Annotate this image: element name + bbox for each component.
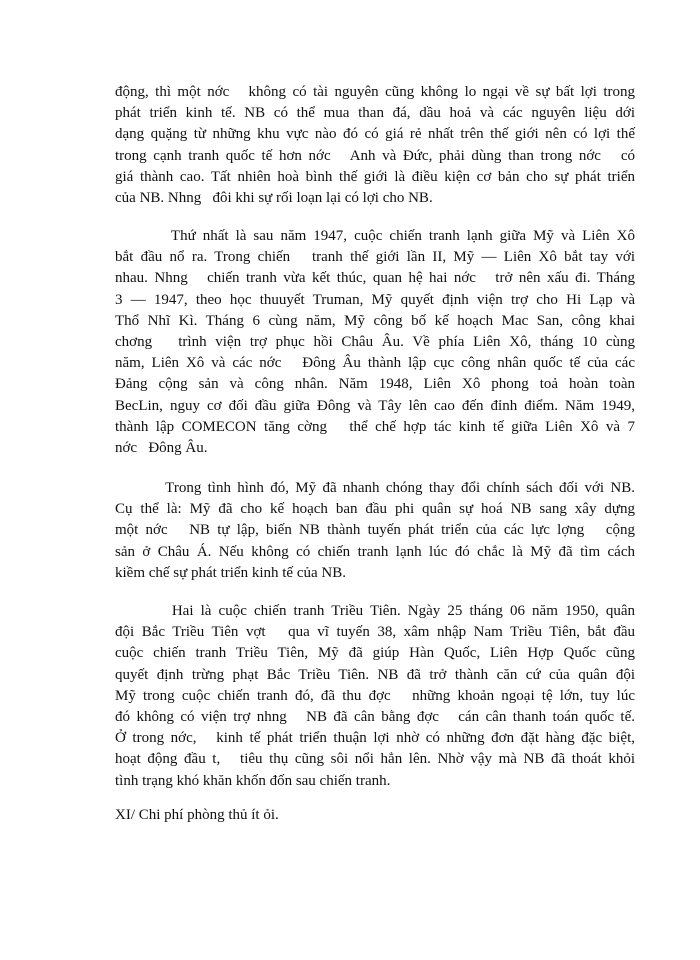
- text-line: trong cạnh tranh quốc tế hơn nớc Anh và Đức, phải dùng than trong nớc có: [115, 147, 635, 164]
- text-line: của NB. Nhng đôi khi sự rối loạn lại có lợi cho NB.: [115, 190, 433, 207]
- text-line: dạng quặng từ những khu vực nào đó có giá rẻ nhất trên thế giới nên có lợi thế: [115, 126, 635, 143]
- text-line: kiềm chế sự phát triển kinh tế của NB.: [115, 564, 346, 581]
- text-line: phát triển kinh tế. NB có thể mua than đá, dầu hoả và các nguyên liệu dới: [115, 105, 635, 122]
- text-line: bắt đầu nổ ra. Trong chiến tranh thế giới lần II, Mỹ — Liên Xô bắt tay với: [115, 249, 635, 266]
- text-line: đó không có viện trợ nhng NB đã cân bằng đợc cán cân thanh toán quốc tế.: [115, 709, 635, 726]
- paragraph-2: [115, 226, 635, 459]
- text-line: sản ở Châu Á. Nếu không có chiến tranh lạnh lúc đó chắc là Mỹ đã tìm cách: [115, 543, 635, 560]
- text-line: giá thành cao. Tất nhiên hoà bình thế giới là điều kiện cơ bản cho sự phát triển: [115, 168, 635, 185]
- text-line: một nớc NB tự lập, biến NB thành tuyến phát triển của các lực lợng cộng: [115, 522, 635, 539]
- text-line: 3 — 1947, theo học thuuyết Truman, Mỹ quyết định viện trợ cho Hi Lạp và: [115, 291, 635, 308]
- text-line: năm, Liên Xô và các nớc Đông Âu thành lập cục công nhân quốc tế của các: [115, 355, 635, 372]
- text-line: Trong tình hình đó, Mỹ đã nhanh chóng thay đổi chính sách đối với NB.: [115, 480, 635, 496]
- heading-text: XI/ Chi phí phòng thủ ít ỏi.: [115, 807, 279, 823]
- text-line: hoạt động đầu t, tiêu thụ cũng sôi nổi hẳn lên. Nhờ vậy mà NB đã thoát khỏi: [115, 751, 635, 768]
- text-line: nớc Đông Âu.: [115, 440, 208, 457]
- text-line: quyết định trừng phạt Bắc Triều Tiên. NB đã trở thành căn cứ của quân đội: [115, 666, 635, 683]
- text-line: Thứ nhất là sau năm 1947, cuộc chiến tranh lạnh giữa Mỹ và Liên Xô: [115, 228, 635, 244]
- paragraph-3: [115, 478, 635, 584]
- text-line: tình trạng khó khăn khốn đốn sau chiến tranh.: [115, 772, 391, 789]
- text-line: Ở trong nớc, kinh tế phát triển thuận lợi nhờ có những đơn đặt hàng đặc biệt,: [115, 730, 635, 747]
- text-line: chơng trình viện trợ phục hồi Châu Âu. Về phía Liên Xô, tháng 10 cùng: [115, 334, 635, 351]
- text-line: cuộc chiến tranh Triều Tiên, Mỹ đã giúp Hàn Quốc, Liên Hợp Quốc cũng: [115, 645, 635, 662]
- section-heading: [115, 805, 635, 826]
- paragraph-4: [115, 601, 635, 792]
- text-line: thành lập COMECON tăng cờng thể chế hợp tác kinh tế giữa Liên Xô và 7: [115, 418, 635, 435]
- text-line: nhau. Nhng chiến tranh vừa kết thúc, quan hệ hai nớc trở nên xấu đi. Tháng: [115, 270, 635, 287]
- text-line: đội Bắc Triều Tiên vợt qua vĩ tuyến 38, xâm nhập Nam Triều Tiên, bắt đầu: [115, 624, 635, 641]
- text-line: động, thì một nớc không có tài nguyên cũng không lo ngại về sự bất lợi trong: [115, 84, 635, 100]
- text-line: Mỹ trong cuộc chiến tranh đó, đã thu đợc những khoản ngoại tệ lớn, tuy lúc: [115, 687, 635, 704]
- paragraph-1: [115, 82, 635, 209]
- text-line: Hai là cuộc chiến tranh Triều Tiên. Ngày 25 tháng 06 năm 1950, quân: [115, 603, 635, 619]
- text-line: BecLin, nguy cơ đối đầu giữa Đông và Tây lên cao đến đỉnh điểm. Năm 1949,: [115, 397, 635, 414]
- text-line: Thổ Nhĩ Kì. Tháng 6 cùng năm, Mỹ công bố kế hoạch Mac San, công khai: [115, 312, 635, 329]
- text-line: Đảng cộng sản và công nhân. Năm 1948, Liên Xô phong toả hoàn toàn: [115, 376, 635, 393]
- text-line: Cụ thể là: Mỹ đã cho kế hoạch ban đầu phi quân sự hoá NB sang xây dựng: [115, 501, 635, 518]
